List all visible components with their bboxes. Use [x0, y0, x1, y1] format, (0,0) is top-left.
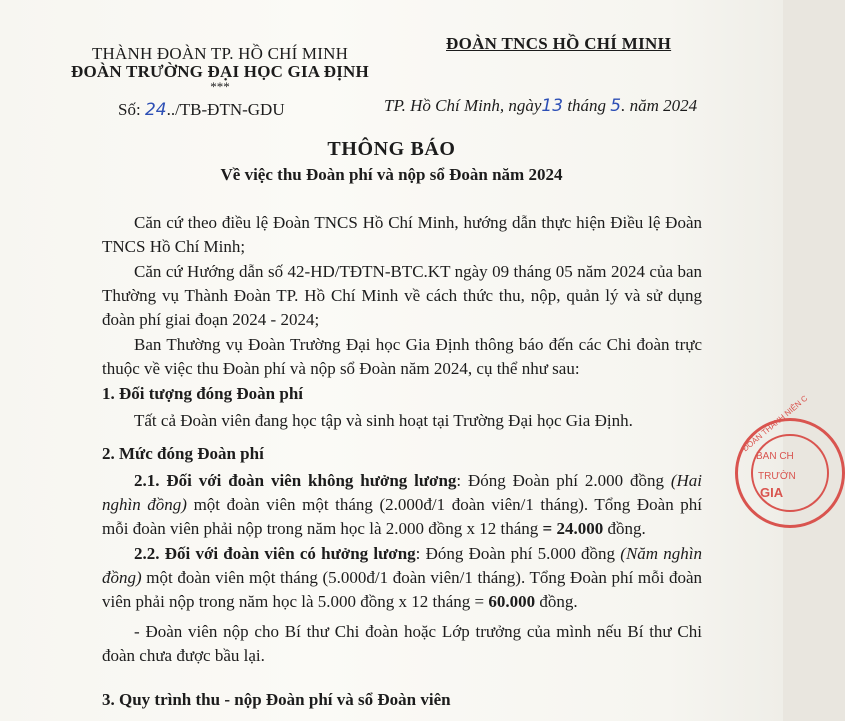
handwritten-day: 13 — [541, 96, 564, 116]
stamp-line-1: BAN CH — [756, 451, 794, 462]
document-date — [384, 96, 697, 116]
section-2-item-2 — [102, 542, 702, 614]
item-2-amount-words: (Năm nghìn đồng) — [102, 544, 702, 587]
section-2-heading: 2. Mức đóng Đoàn phí — [102, 444, 264, 463]
header-union-name: ĐOÀN TNCS HỒ CHÍ MINH — [446, 34, 672, 53]
section-3-heading: 3. Quy trình thu - nộp Đoàn phí và sổ Đoàn viên — [102, 690, 451, 709]
item-2-text-c: đồng. — [535, 592, 578, 611]
document-number-prefix: Số: — [118, 100, 145, 119]
item-1-text-c: đồng. — [603, 519, 646, 538]
paragraph-basis-1: Căn cứ theo điều lệ Đoàn TNCS Hồ Chí Minh, hướng dẫn thực hiện Điều lệ Đoàn TNCS Hồ Chí Minh; — [102, 213, 702, 256]
paragraph-basis-2: Căn cứ Hướng dẫn số 42-HD/TĐTN-BTC.KT ngày 09 tháng 05 năm 2024 của ban Thường vụ Thành Đoàn TP. Hồ Chí Minh về cách thức thu, nộp, quản lý và sử dụng đoàn phí giai đoạn 2024 - 2024; — [102, 262, 702, 329]
handwritten-month: 5 — [610, 96, 622, 116]
item-1-total: = 24.000 — [542, 519, 604, 538]
paragraph-announcement: Ban Thường vụ Đoàn Trường Đại học Gia Định thông báo đến các Chi đoàn trực thuộc về việc thu Đoàn phí và nộp sổ Đoàn năm 2024, cụ thể như sau: — [102, 335, 702, 378]
section-2-note: - Đoàn viên nộp cho Bí thư Chi đoàn hoặc Lớp trưởng của mình nếu Bí thư Chi đoàn chưa được bầu lại. — [102, 622, 702, 665]
handwritten-number: 24 — [144, 100, 167, 120]
section-2-item-1 — [102, 469, 702, 541]
item-2-lead: 2.2. Đối với đoàn viên có hưởng lương — [134, 544, 416, 563]
section-1-text: Tất cả Đoàn viên đang học tập và sinh hoạt tại Trường Đại học Gia Định. — [134, 411, 633, 430]
header-stars: *** — [210, 79, 230, 94]
document-number — [118, 100, 285, 120]
stamp-line-2: TRƯỜN — [758, 471, 796, 482]
section-1-heading: 1. Đối tượng đóng Đoàn phí — [102, 384, 304, 403]
date-year: . năm 2024 — [621, 96, 698, 115]
item-1-text-b: một đoàn viên một tháng (2.000đ/1 đoàn viên/1 tháng). Tổng Đoàn phí mỗi đoàn viên phải nộp trong năm học là 2.000 đồng x 12 tháng — [102, 495, 703, 538]
date-prefix: TP. Hồ Chí Minh, ngày — [384, 96, 542, 115]
item-1-text-a: : Đóng Đoàn phí 2.000 đồng — [456, 471, 671, 490]
header-org: ĐOÀN TRƯỜNG ĐẠI HỌC GIA ĐỊNH — [71, 62, 369, 81]
stamp-ring-text: ĐOÀN THANH NIÊN C — [740, 393, 810, 454]
stamp-line-3: GIA — [760, 485, 784, 500]
item-1-lead: 2.1. Đối với đoàn viên không hưởng lương — [134, 471, 457, 490]
date-month-label: tháng — [563, 96, 611, 115]
item-2-text-b: một đoàn viên một tháng (5.000đ/1 đoàn viên/1 tháng). Tổng Đoàn phí mỗi đoàn viên phải nộp trong năm học là 5.000 đồng x 12 tháng = — [102, 568, 702, 611]
document-number-suffix: ../TB-ĐTN-GDU — [166, 100, 285, 119]
item-2-text-a: : Đóng Đoàn phí 5.000 đồng — [415, 544, 621, 563]
document-title: THÔNG BÁO — [327, 138, 456, 160]
item-1-amount-words: (Hai nghìn đồng) — [102, 471, 703, 514]
document-subtitle: Về việc thu Đoàn phí và nộp sổ Đoàn năm 2024 — [220, 165, 563, 184]
header-parent-org: THÀNH ĐOÀN TP. HỒ CHÍ MINH — [91, 44, 349, 63]
official-stamp — [735, 393, 845, 528]
item-2-total: 60.000 — [488, 592, 536, 611]
